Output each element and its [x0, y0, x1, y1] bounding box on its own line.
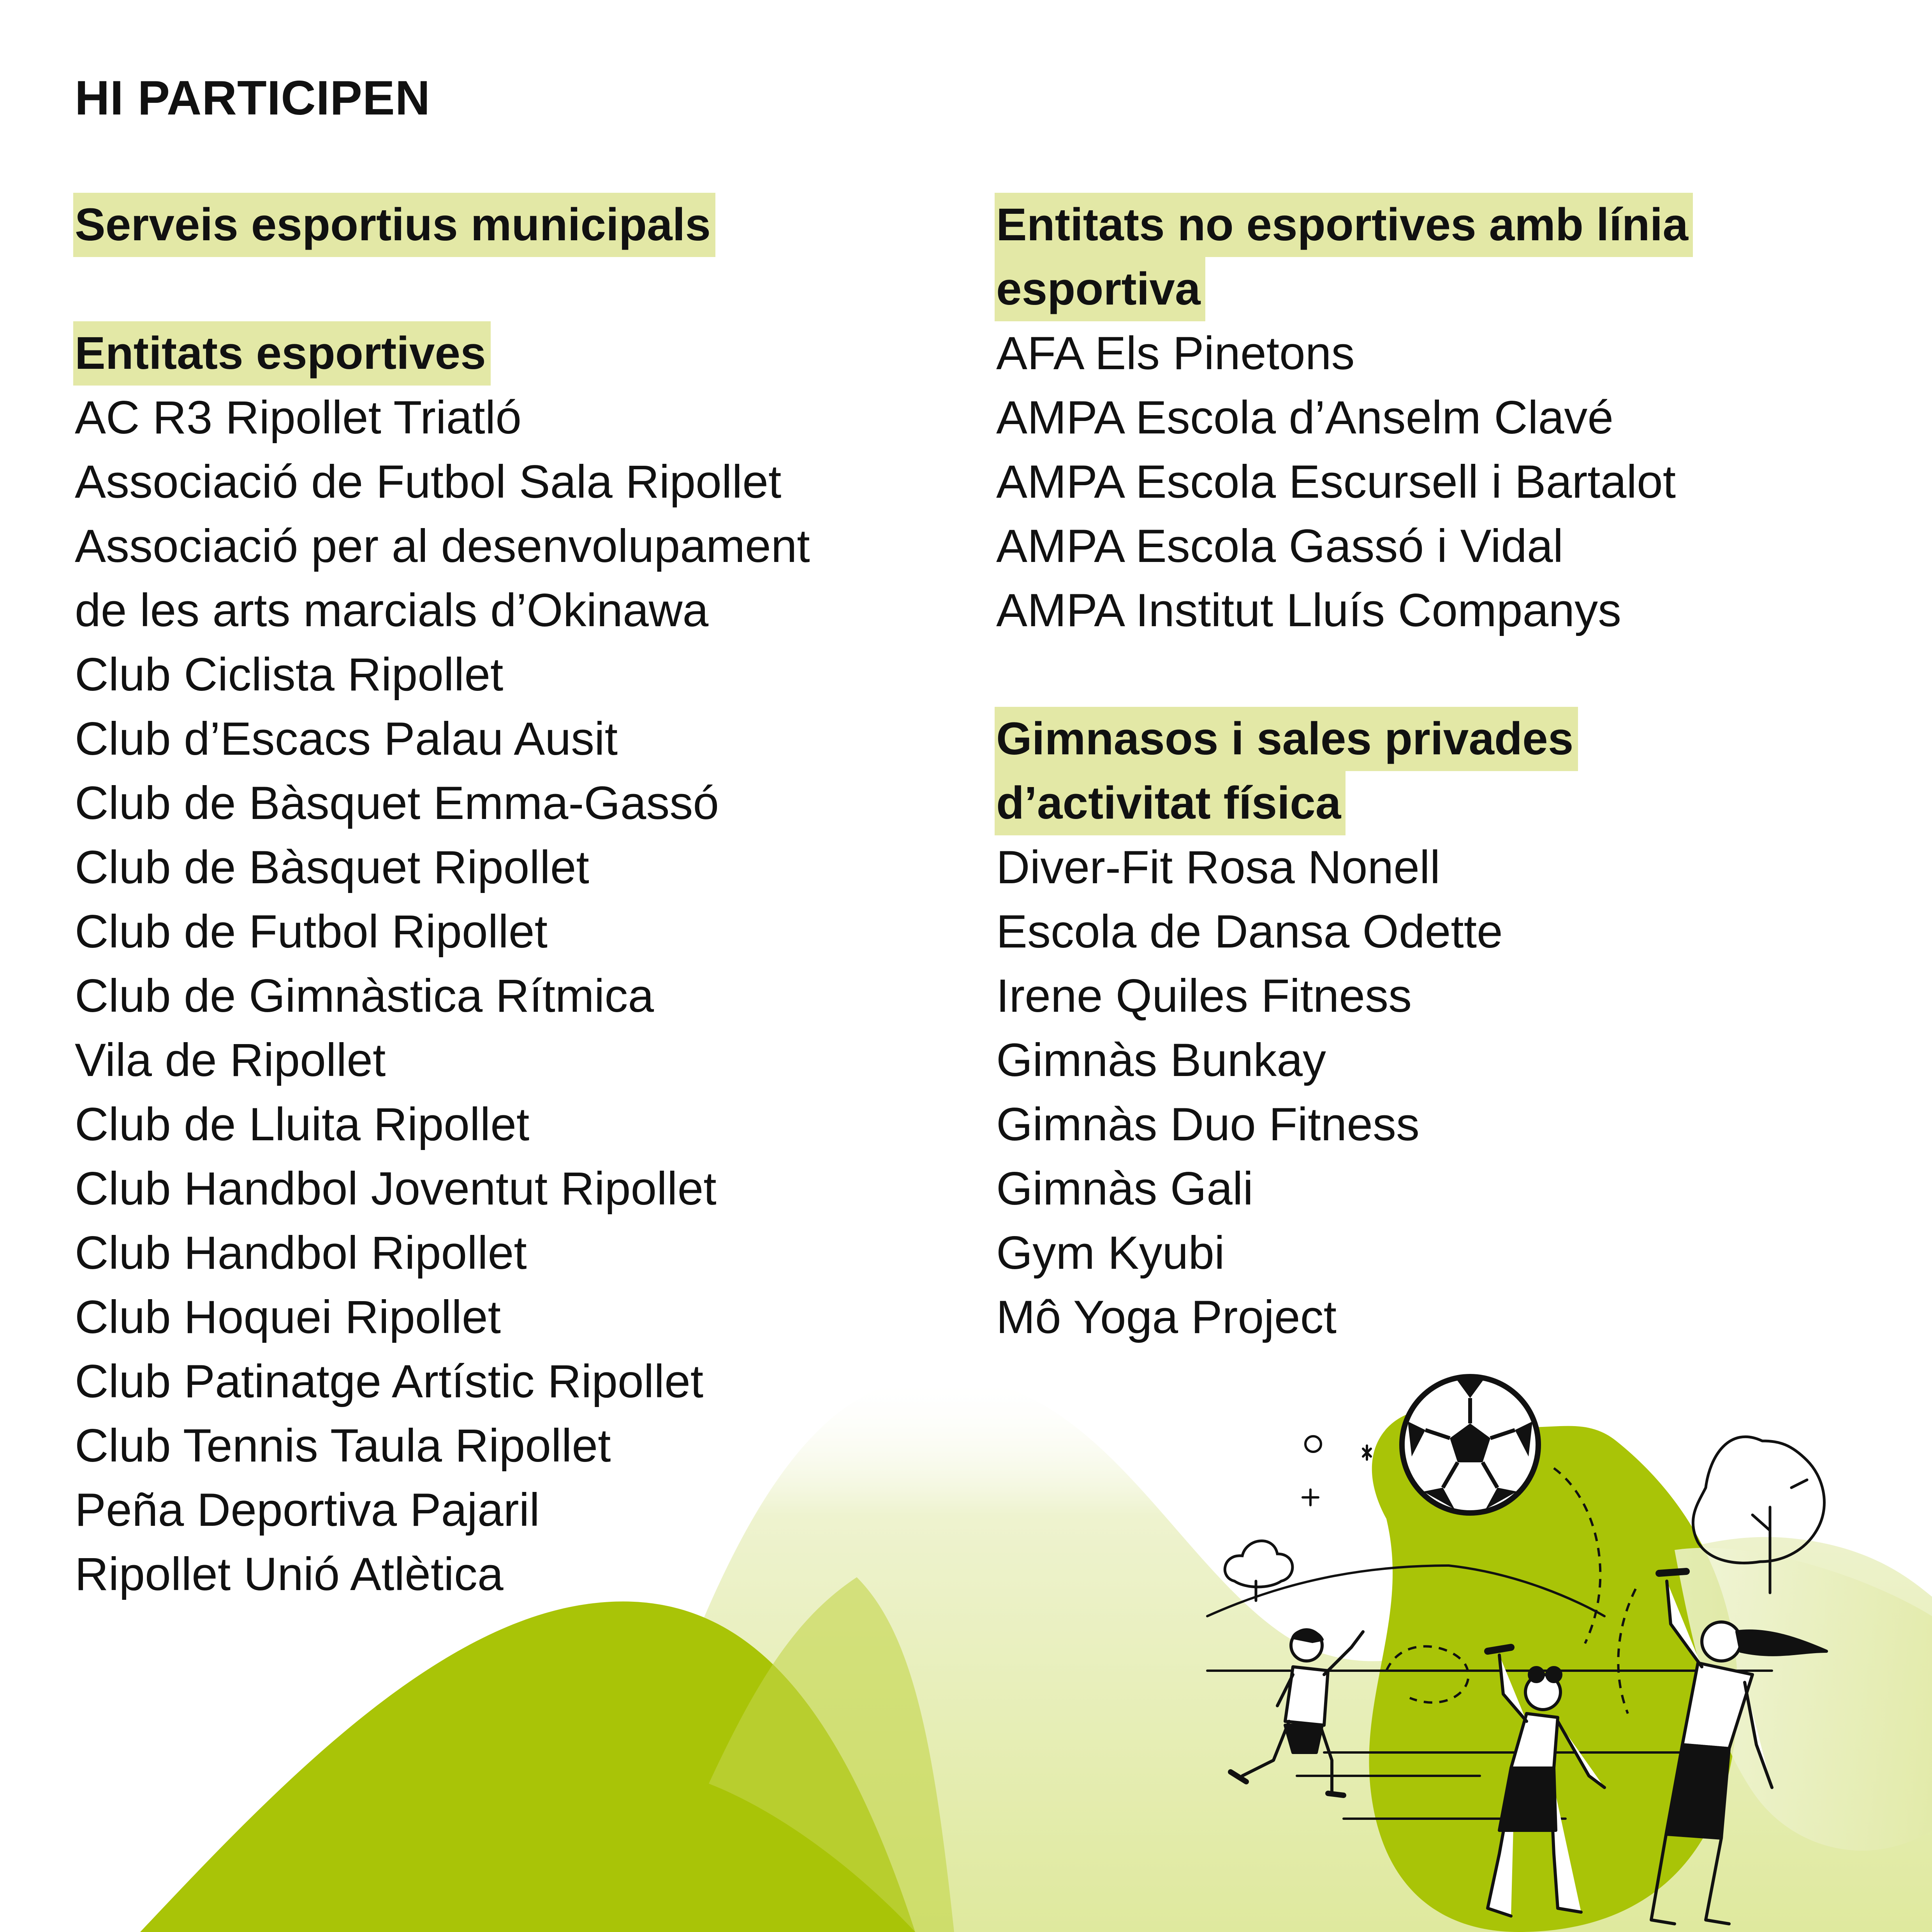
- list-item: Club Hoquei Ripollet: [75, 1291, 501, 1343]
- spacer: [996, 643, 1892, 707]
- sports-entities-section: [75, 321, 970, 1606]
- list-item: Club Tennis Taula Ripollet: [75, 1420, 611, 1472]
- municipal-section: [75, 193, 970, 257]
- non-sports-heading-line2: esportiva: [995, 257, 1205, 321]
- list-item: Club d’Escacs Palau Ausit: [75, 713, 618, 765]
- soccer-ball-icon: [1402, 1377, 1538, 1513]
- gyms-section: [996, 707, 1892, 1349]
- sparkle-icon: [1303, 1436, 1371, 1505]
- list-item: Associació de Futbol Sala Ripollet: [75, 456, 782, 508]
- list-item: Diver-Fit Rosa Nonell: [996, 841, 1441, 893]
- list-item: Irene Quiles Fitness: [996, 970, 1412, 1022]
- list-item: AMPA Escola Escursell i Bartalot: [996, 456, 1676, 508]
- list-item: AMPA Institut Lluís Companys: [996, 584, 1622, 636]
- list-item: Peña Deportiva Pajaril: [75, 1484, 540, 1536]
- list-item: Club Handbol Joventut Ripollet: [75, 1162, 717, 1215]
- list-item: Gimnàs Bunkay: [996, 1034, 1326, 1086]
- list-item: Gym Kyubi: [996, 1227, 1225, 1279]
- list-item: Gimnàs Gali: [996, 1162, 1254, 1215]
- list-item: Mô Yoga Project: [996, 1291, 1337, 1343]
- list-item: Ripollet Unió Atlètica: [75, 1548, 504, 1600]
- list-item: de les arts marcials d’Okinawa: [75, 584, 709, 636]
- list-item: Associació per al desenvolupament: [75, 520, 810, 572]
- list-item: Club Patinatge Artístic Ripollet: [75, 1355, 704, 1407]
- list-item: AMPA Escola Gassó i Vidal: [996, 520, 1564, 572]
- list-item: Club de Lluita Ripollet: [75, 1098, 530, 1150]
- list-item: AC R3 Ripollet Triatló: [75, 391, 522, 444]
- municipal-heading: Serveis esportius municipals: [73, 193, 715, 257]
- list-item: Vila de Ripollet: [75, 1034, 386, 1086]
- list-item: Club de Bàsquet Ripollet: [75, 841, 589, 893]
- list-item: Club Handbol Ripollet: [75, 1227, 527, 1279]
- gyms-heading-line2: d’activitat física: [995, 771, 1346, 835]
- list-item: Club de Gimnàstica Rítmica: [75, 970, 654, 1022]
- spacer: [75, 257, 970, 321]
- left-column: [75, 193, 970, 1606]
- non-sports-heading-line1: Entitats no esportives amb línia: [995, 193, 1693, 257]
- list-item: Club Ciclista Ripollet: [75, 648, 504, 701]
- list-item: AMPA Escola d’Anselm Clavé: [996, 391, 1614, 444]
- gyms-heading-line1: Gimnasos i sales privades: [995, 707, 1578, 771]
- sports-entities-heading: Entitats esportives: [73, 321, 491, 386]
- right-column: [996, 193, 1892, 1349]
- page-title: HI PARTICIPEN: [75, 71, 431, 125]
- list-item: Club de Futbol Ripollet: [75, 905, 548, 958]
- non-sports-entities-section: [996, 193, 1892, 643]
- bush-icon: [1225, 1541, 1293, 1601]
- list-item: Club de Bàsquet Emma-Gassó: [75, 777, 719, 829]
- list-item: Escola de Dansa Odette: [996, 905, 1503, 958]
- list-item: AFA Els Pinetons: [996, 327, 1355, 379]
- list-item: Gimnàs Duo Fitness: [996, 1098, 1420, 1150]
